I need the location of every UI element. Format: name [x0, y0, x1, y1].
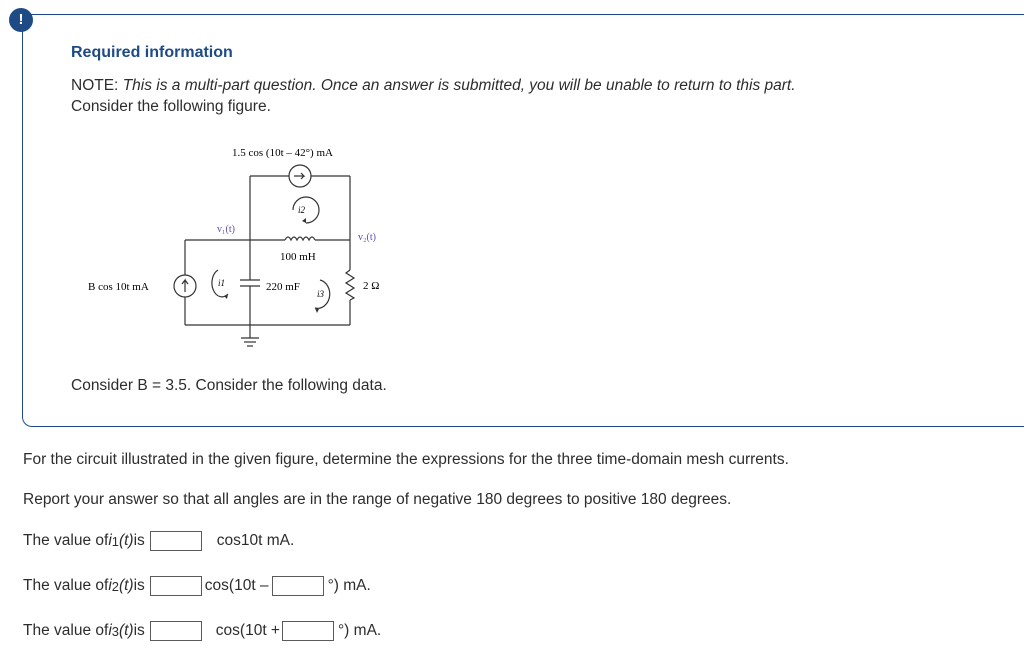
question-instruction: Report your answer so that all angles are in the range of negative 180 degrees to positive 180 degrees. [23, 491, 732, 508]
i1-amplitude-input[interactable] [150, 531, 202, 551]
i1-label: i1 [218, 278, 226, 288]
i2-amplitude-input[interactable] [150, 576, 202, 596]
i3-amplitude-input[interactable] [150, 621, 202, 641]
note-text: NOTE: This is a multi-part question. Once an answer is submitted, you will be unable to return to this part. Consider the following figure. [71, 77, 796, 115]
v2-label: v₂(t) [358, 232, 376, 243]
inductor-label: 100 mH [280, 251, 316, 263]
answer-row-i3: The value of i 3 (t) is cos(10t + °) mA. [23, 622, 382, 639]
consider-figure-text: Consider the following figure. [71, 98, 271, 115]
i2-angle-input[interactable] [272, 576, 324, 596]
circuit-figure [80, 140, 410, 355]
capacitor-label: 220 mF [266, 281, 300, 293]
alert-icon: ! [9, 8, 33, 32]
answer-row-i1: The value of i 1 (t) is cos10t mA. [23, 532, 295, 549]
required-info-title: Required information [71, 44, 233, 61]
consider-b-text: Consider B = 3.5. Consider the following data. [71, 377, 387, 394]
v1-label: v₁(t) [217, 224, 235, 235]
left-source-label: B cos 10t mA [88, 281, 149, 293]
resistor-label: 2 Ω [363, 280, 380, 292]
question-prompt: For the circuit illustrated in the given figure, determine the expressions for the three time-domain mesh currents. [23, 451, 789, 468]
answer-row-i2: The value of i 2 (t) is cos(10t – °) mA. [23, 577, 371, 594]
i3-angle-input[interactable] [282, 621, 334, 641]
i2-label: i2 [298, 205, 306, 215]
i3-label: i3 [317, 289, 325, 299]
source-label: 1.5 cos (10t – 42°) mA [232, 147, 333, 159]
